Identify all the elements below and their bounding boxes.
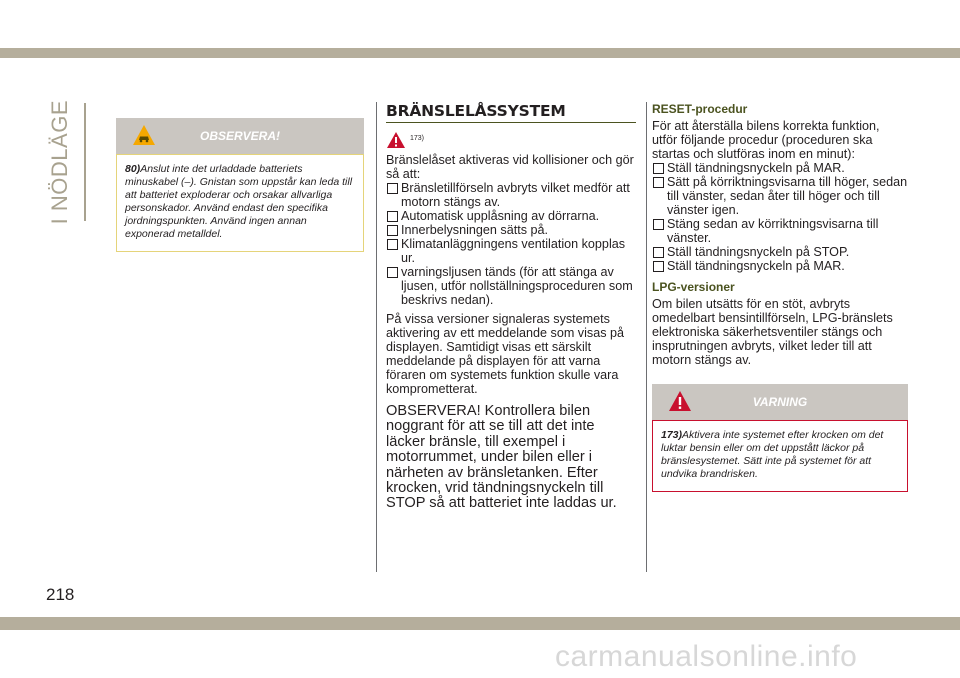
top-band-stripe: [0, 48, 960, 58]
reference-number: 173): [410, 135, 425, 142]
varning-box: [652, 384, 908, 492]
list-item: Stäng sedan av körriktningsvisarna till vänster.: [652, 217, 908, 245]
chapter-tab: [40, 100, 80, 230]
checkbox-bullet-icon: [387, 211, 398, 222]
reset-title: RESET-procedur: [652, 102, 748, 116]
note-number: 80): [125, 163, 141, 175]
checkbox-bullet-icon: [653, 247, 664, 258]
note-text: Aktivera inte systemet efter krocken om det luktar bensin eller om det uppstått läckor på bränslesystemet. Sätt inte på systemet för att undvika brandrisken.: [661, 429, 884, 480]
list-item: Sätt på körriktningsvisarna till höger, sedan till vänster, sedan åter till höger och till vänster igen.: [652, 175, 908, 217]
section-observera-note: OBSERVERA! Kontrollera bilen noggrant för att se till att det inte läcker bränsle, till exempel i motorrummet, under bilen eller i närheten av bränsletanken. Efter krocken, vrid tändningsnyckeln till STOP så att batteriet inte laddas ur.: [386, 403, 617, 512]
list-item: Ställ tändningsnyckeln på MAR.: [652, 161, 908, 175]
checkbox-bullet-icon: [387, 225, 398, 236]
observera-title: OBSERVERA!: [199, 129, 280, 143]
varning-title: VARNING: [752, 395, 808, 409]
warning-triangle-icon: [668, 390, 692, 412]
checkbox-bullet-icon: [387, 239, 398, 250]
lpg-text: Om bilen utsätts för en stöt, avbryts omedelbart bensintillförseln, LPG-bränslets elektroniska säkerhetsventiler stängs och insprutningen avbryts, vilket leder till att motorn stängs av.: [652, 297, 893, 367]
list-item: Automatisk upplåsning av dörrarna.: [386, 209, 636, 223]
list-item: Ställ tändningsnyckeln på MAR.: [652, 259, 908, 273]
checkbox-bullet-icon: [653, 261, 664, 272]
list-item: varningsljusen tänds (för att stänga av ljusen, utför nollställningsproceduren som beskrivs nedan).: [386, 265, 636, 307]
checkbox-bullet-icon: [653, 163, 664, 174]
list-item: Ställ tändningsnyckeln på STOP.: [652, 245, 908, 259]
note-number: 173): [661, 429, 683, 441]
observera-box: [116, 118, 364, 252]
section-title: BRÄNSLELÅSSYSTEM: [386, 102, 636, 123]
checkbox-bullet-icon: [387, 183, 398, 194]
chapter-label: I NÖDLÄGE: [47, 100, 72, 225]
reset-intro: För att återställa bilens korrekta funktion, utför följande procedur (proceduren ska startas och slutföras inom en minut):: [652, 119, 880, 161]
checkbox-bullet-icon: [387, 267, 398, 278]
checkbox-bullet-icon: [653, 177, 664, 188]
section-intro: Bränslelåset aktiveras vid kollisioner och gör så att:: [386, 153, 634, 181]
list-item: Klimatanläggningens ventilation kopplas ur.: [386, 237, 636, 265]
varning-box-body: [652, 420, 908, 492]
column-separator-left: [376, 102, 377, 572]
list-item: Innerbelysningen sätts på.: [386, 223, 636, 237]
top-band: [0, 0, 960, 58]
list-item: Bränsletillförseln avbryts vilket medför att motorn stängs av.: [386, 181, 636, 209]
varning-box-header: [652, 384, 908, 420]
checkbox-bullet-icon: [653, 219, 664, 230]
warning-triangle-icon: [386, 131, 406, 149]
top-band-upper: [0, 0, 960, 48]
note-text: Anslut inte det urladdade batteriets minuskabel (–). Gnistan som uppstår kan leda till att batteriet exploderar och orsakar allvarliga personskador. Använd endast den specifika jordningspunkten. Använd ingen annan exponerad metalldel.: [125, 163, 353, 240]
fuel-cutoff-section: [386, 102, 636, 512]
observera-box-header: [116, 118, 364, 154]
page-number: 218: [46, 585, 75, 604]
lpg-title: LPG-versioner: [652, 280, 735, 294]
chapter-divider: [84, 103, 86, 221]
warning-reference: [386, 129, 636, 153]
reset-section: [652, 102, 908, 492]
section-paragraph: På vissa versioner signaleras systemets aktivering av ett meddelande som visas på displayen. Samtidigt visas ett särskilt meddelande på displayen för att varna föraren om systemets funktion skulle vara komprometterat.: [386, 312, 625, 396]
watermark: carmanualsonline.info: [555, 640, 858, 673]
car-caution-icon: [132, 124, 156, 146]
bottom-stripe: [0, 617, 960, 630]
observera-box-body: [116, 154, 364, 252]
column-separator-right: [646, 102, 647, 572]
